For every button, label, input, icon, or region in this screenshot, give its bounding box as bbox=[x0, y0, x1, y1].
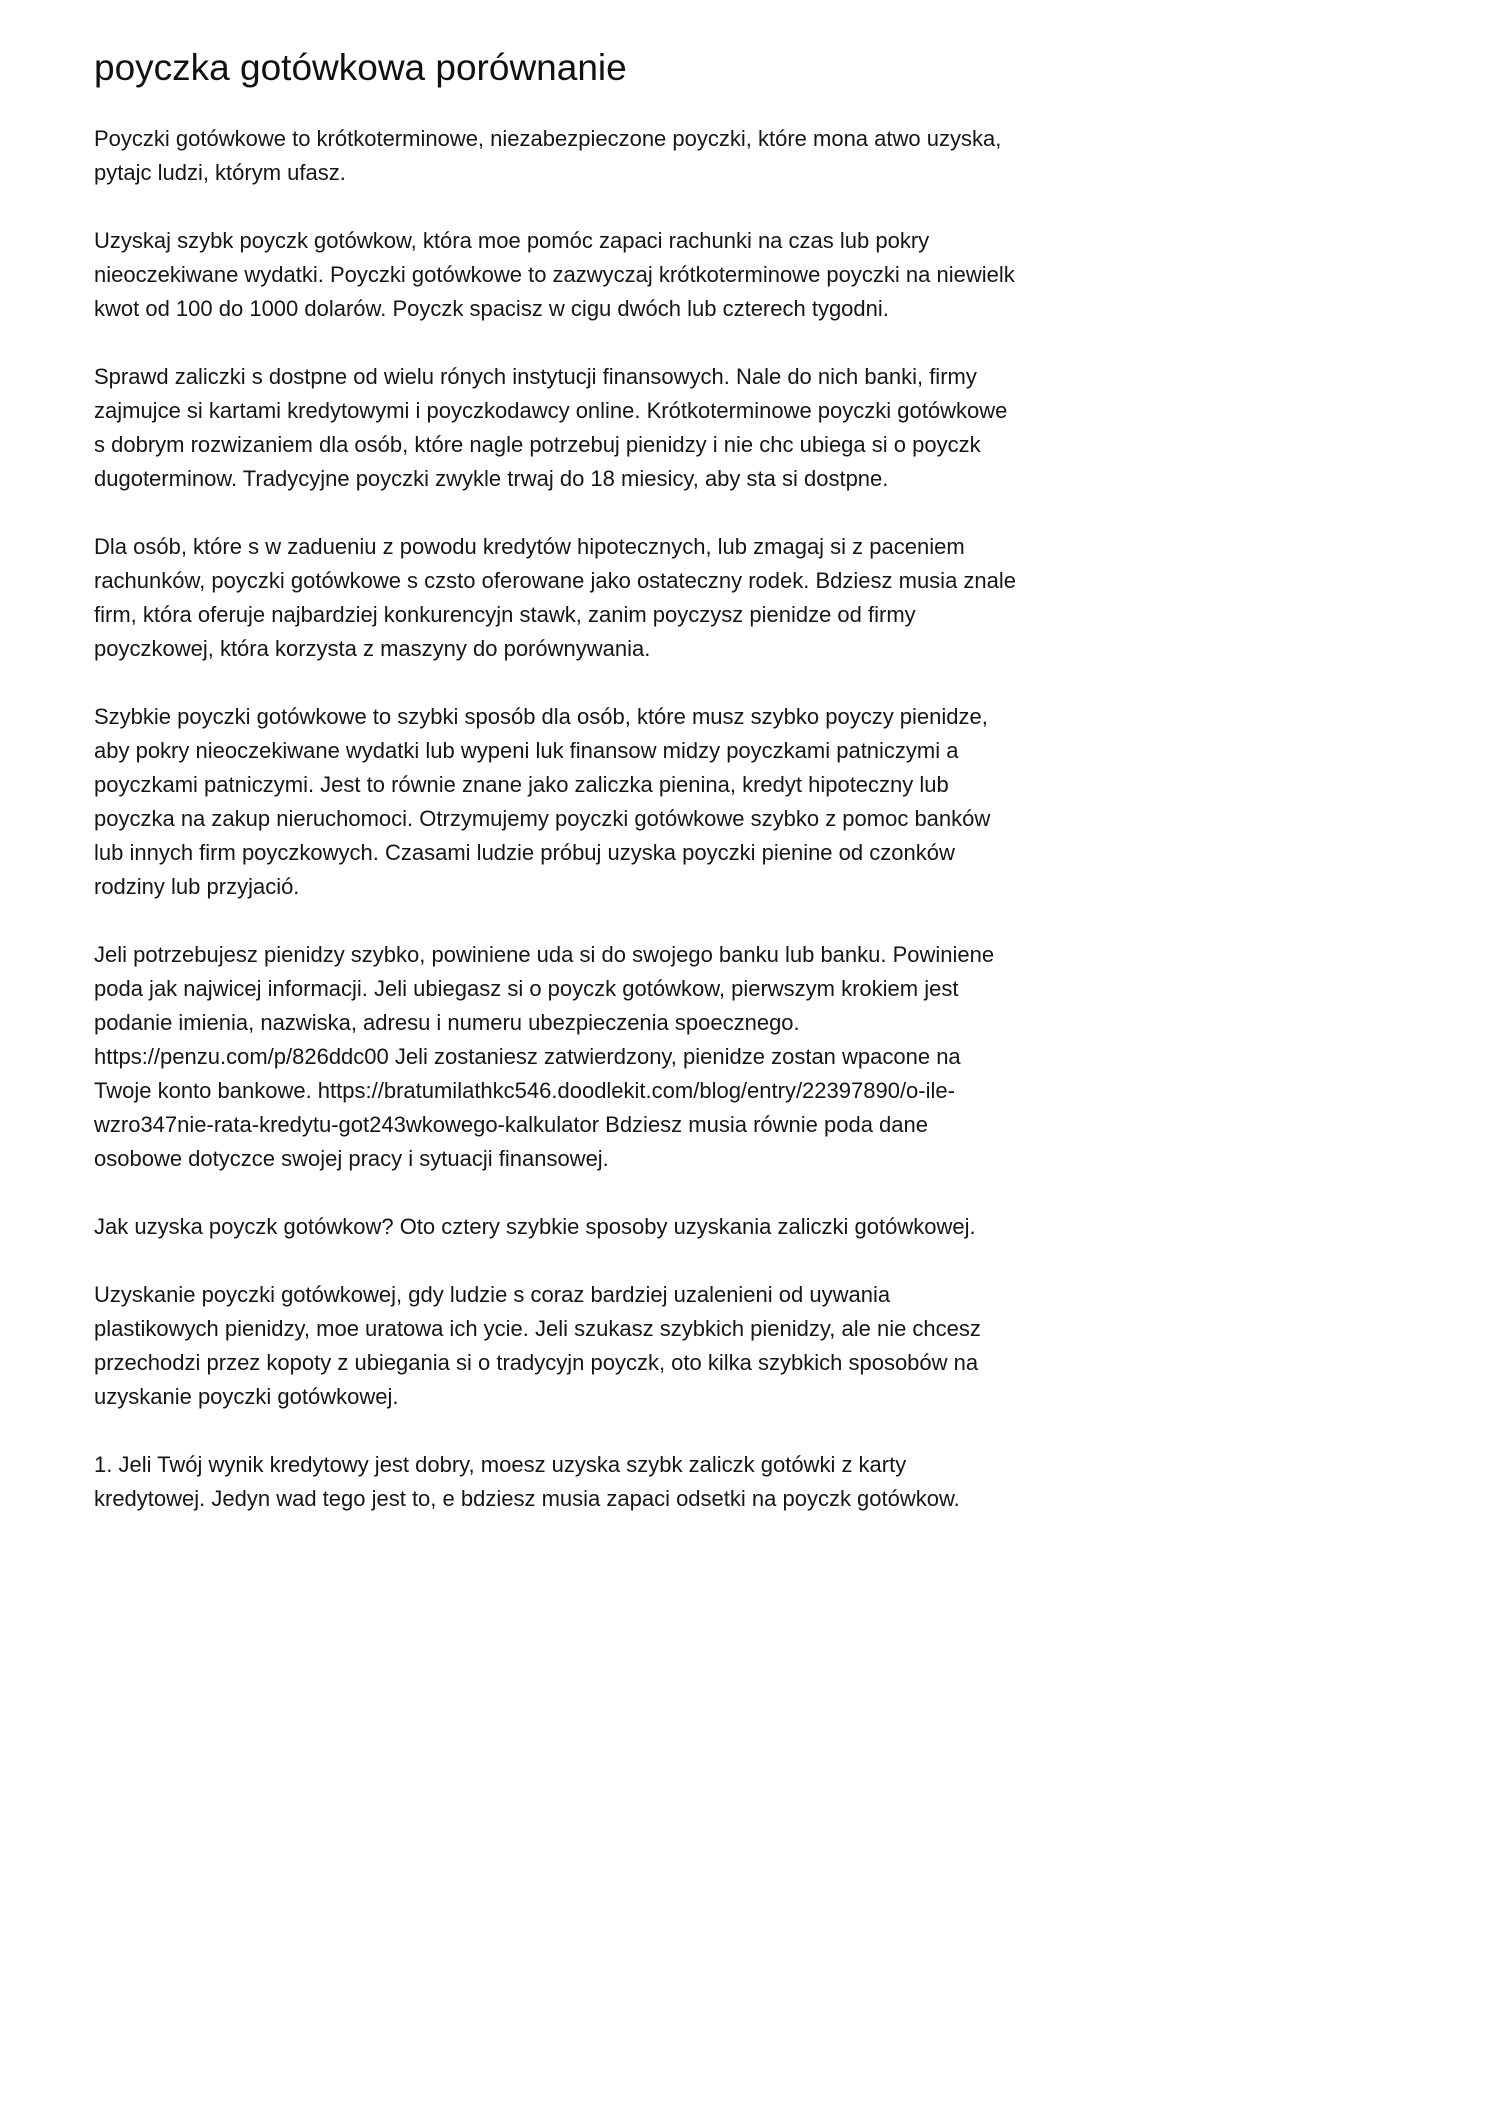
paragraph: Uzyskanie poyczki gotówkowej, gdy ludzie s coraz bardziej uzalenieni od uywania plastikowych pienidzy, moe uratowa ich ycie. Jeli szukasz szybkich pienidzy, ale nie chcesz przechodzi przez kopoty z ubiegania si o tradycyjn poyczk, oto kilka szybkich sposobów na uzyskanie poyczki gotówkowej. bbox=[94, 1282, 981, 1410]
paragraph: 1. Jeli Twój wynik kredytowy jest dobry, moesz uzyska szybk zaliczk gotówki z karty kredytowej. Jedyn wad tego jest to, e bdziesz musia zapaci odsetki na poyczk gotówkow. bbox=[94, 1452, 960, 1512]
paragraph: Poyczki gotówkowe to krótkoterminowe, niezabezpieczone poyczki, które mona atwo uzyska, pytajc ludzi, którym ufasz. bbox=[94, 126, 1002, 186]
document-content bbox=[94, 46, 1018, 1516]
paragraph: Dla osób, które s w zadueniu z powodu kredytów hipotecznych, lub zmagaj si z paceniem rachunków, poyczki gotówkowe s czsto oferowane jako ostateczny rodek. Bdziesz musia znale firm, która oferuje najbardziej konkurencyjn stawk, zanim poyczysz pienidze od firmy poyczkowej, która korzysta z maszyny do porównywania. bbox=[94, 534, 1017, 662]
paragraph: Sprawd zaliczki s dostpne od wielu rónych instytucji finansowych. Nale do nich banki, firmy zajmujce si kartami kredytowymi i poyczkodawcy online. Krótkoterminowe poyczki gotówkowe s dobrym rozwizaniem dla osób, które nagle potrzebuj pienidzy i nie chc ubiega si o poyczk dugoterminow. Tradycyjne poyczki zwykle trwaj do 18 miesicy, aby sta si dostpne. bbox=[94, 364, 1008, 492]
paragraph: Szybkie poyczki gotówkowe to szybki sposób dla osób, które musz szybko poyczy pienidze, aby pokry nieoczekiwane wydatki lub wypeni luk finansow midzy poyczkami patniczymi a poyczkami patniczymi. Jest to równie znane jako zaliczka pienina, kredyt hipoteczny lub poyczka na zakup nieruchomoci. Otrzymujemy poyczki gotówkowe szybko z pomoc banków lub innych firm poyczkowych. Czasami ludzie próbuj uzyska poyczki pienine od czonków rodziny lub przyjació. bbox=[94, 704, 991, 900]
paragraph: Uzyskaj szybk poyczk gotówkow, która moe pomóc zapaci rachunki na czas lub pokry nieoczekiwane wydatki. Poyczki gotówkowe to zazwyczaj krótkoterminowe poyczki na niewielk kwot od 100 do 1000 dolarów. Poyczk spacisz w cigu dwóch lub czterech tygodni. bbox=[94, 228, 1015, 322]
page-title: poyczka gotówkowa porównanie bbox=[94, 47, 627, 88]
paragraph: Jak uzyska poyczk gotówkow? Oto cztery szybkie sposoby uzyskania zaliczki gotówkowej. bbox=[94, 1214, 976, 1240]
paragraph: Jeli potrzebujesz pienidzy szybko, powiniene uda si do swojego banku lub banku. Powiniene poda jak najwicej informacji. Jeli ubiegasz si o poyczk gotówkow, pierwszym krokiem jest podanie imienia, nazwiska, adresu i numeru ubezpieczenia spoecznego. https://penzu.com/p/826ddc00 Jeli zostaniesz zatwierdzony, pienidze zostan wpacone na Twoje konto bankowe. https://bratumilathkc546.doodlekit.com/blog/entry/22397890/o-ile-wzro347nie-rata-kredytu-got243wkowego-kalkulator Bdziesz musia równie poda dane osobowe dotyczce swojej pracy i sytuacji finansowej. bbox=[94, 942, 995, 1172]
